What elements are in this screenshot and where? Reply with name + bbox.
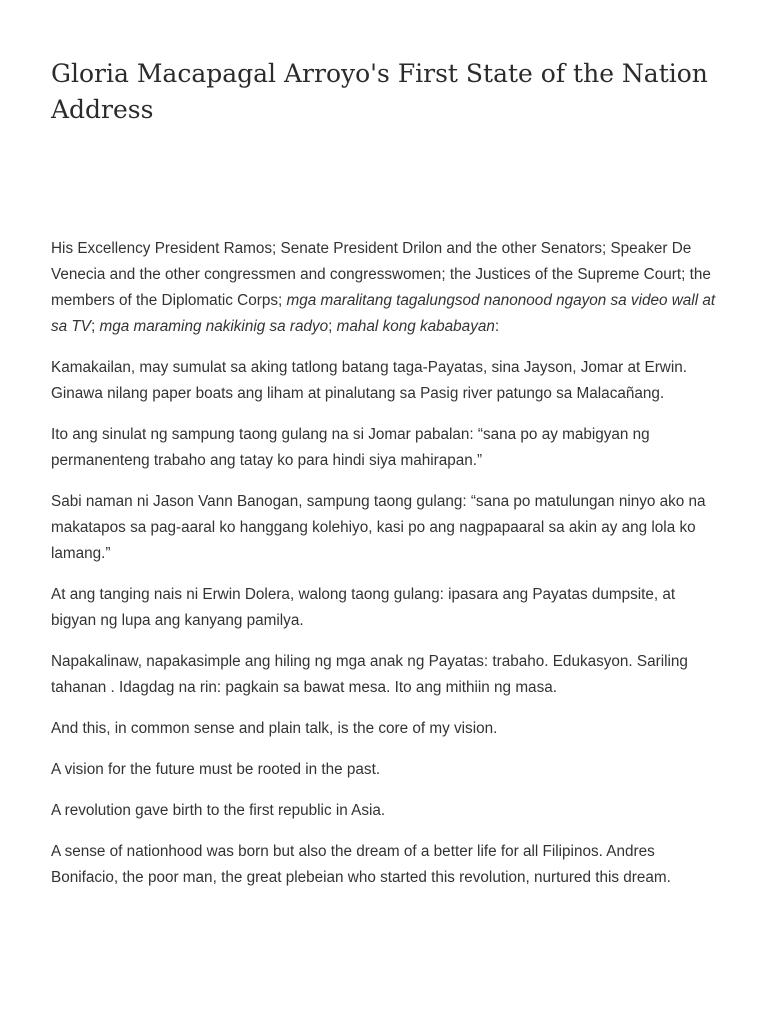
document-title: Gloria Macapagal Arroyo's First State of the Nation Address — [51, 59, 708, 124]
document-body — [51, 236, 717, 891]
paragraph: And this, in common sense and plain talk, is the core of my vision. — [51, 720, 498, 737]
intro-italic-2: mga maraming nakikinig sa radyo — [99, 318, 329, 335]
paragraph: Kamakailan, may sumulat sa aking tatlong batang taga-Payatas, sina Jayson, Jomar at Erwin. Ginawa nilang paper boats ang liham at pinalutang sa Pasig river patungo sa Malacañang. — [51, 359, 688, 402]
intro-separator: ; — [90, 318, 100, 335]
intro-text: His Excellency President Ramos; Senate President Drilon and the other Senators; Speaker De Venecia and the other congressmen and congresswomen; the Justices of the Supreme Court; the members of the Diplomatic Corps; — [51, 240, 711, 309]
paragraph: A vision for the future must be rooted in the past. — [51, 761, 381, 778]
paragraph: Napakalinaw, napakasimple ang hiling ng mga anak ng Payatas: trabaho. Edukasyon. Sariling tahanan . Idagdag na rin: pagkain sa bawat mesa. Ito ang mithiin ng masa. — [51, 653, 688, 696]
paragraph: A sense of nationhood was born but also the dream of a better life for all Filipinos. Andres Bonifacio, the poor man, the great plebeian who started this revolution, nurtured this dream. — [51, 843, 671, 886]
paragraph: A revolution gave birth to the first republic in Asia. — [51, 802, 386, 819]
paragraph: At ang tanging nais ni Erwin Dolera, walong taong gulang: ipasara ang Payatas dumpsite, at bigyan ng lupa ang kanyang pamilya. — [51, 586, 676, 629]
intro-italic-3: mahal kong kababayan — [336, 318, 495, 335]
paragraph: Sabi naman ni Jason Vann Banogan, sampung taong gulang: “sana po matulungan ninyo ako na makatapos sa pag-aaral ko hanggang kolehiyo, kasi po ang nagpapaaral sa akin ay ang lola ko lamang.” — [51, 493, 706, 562]
intro-separator: ; — [328, 318, 337, 335]
paragraph: Ito ang sinulat ng sampung taong gulang na si Jomar pabalan: “sana po ay mabigyan ng permanenteng trabaho ang tatay ko para hindi siya mahirapan.” — [51, 426, 650, 469]
intro-paragraph — [51, 236, 717, 340]
intro-italic-1: mga maralitang tagalungsod nanonood ngayon sa video wall at sa TV — [51, 292, 716, 335]
intro-end: : — [494, 318, 500, 335]
